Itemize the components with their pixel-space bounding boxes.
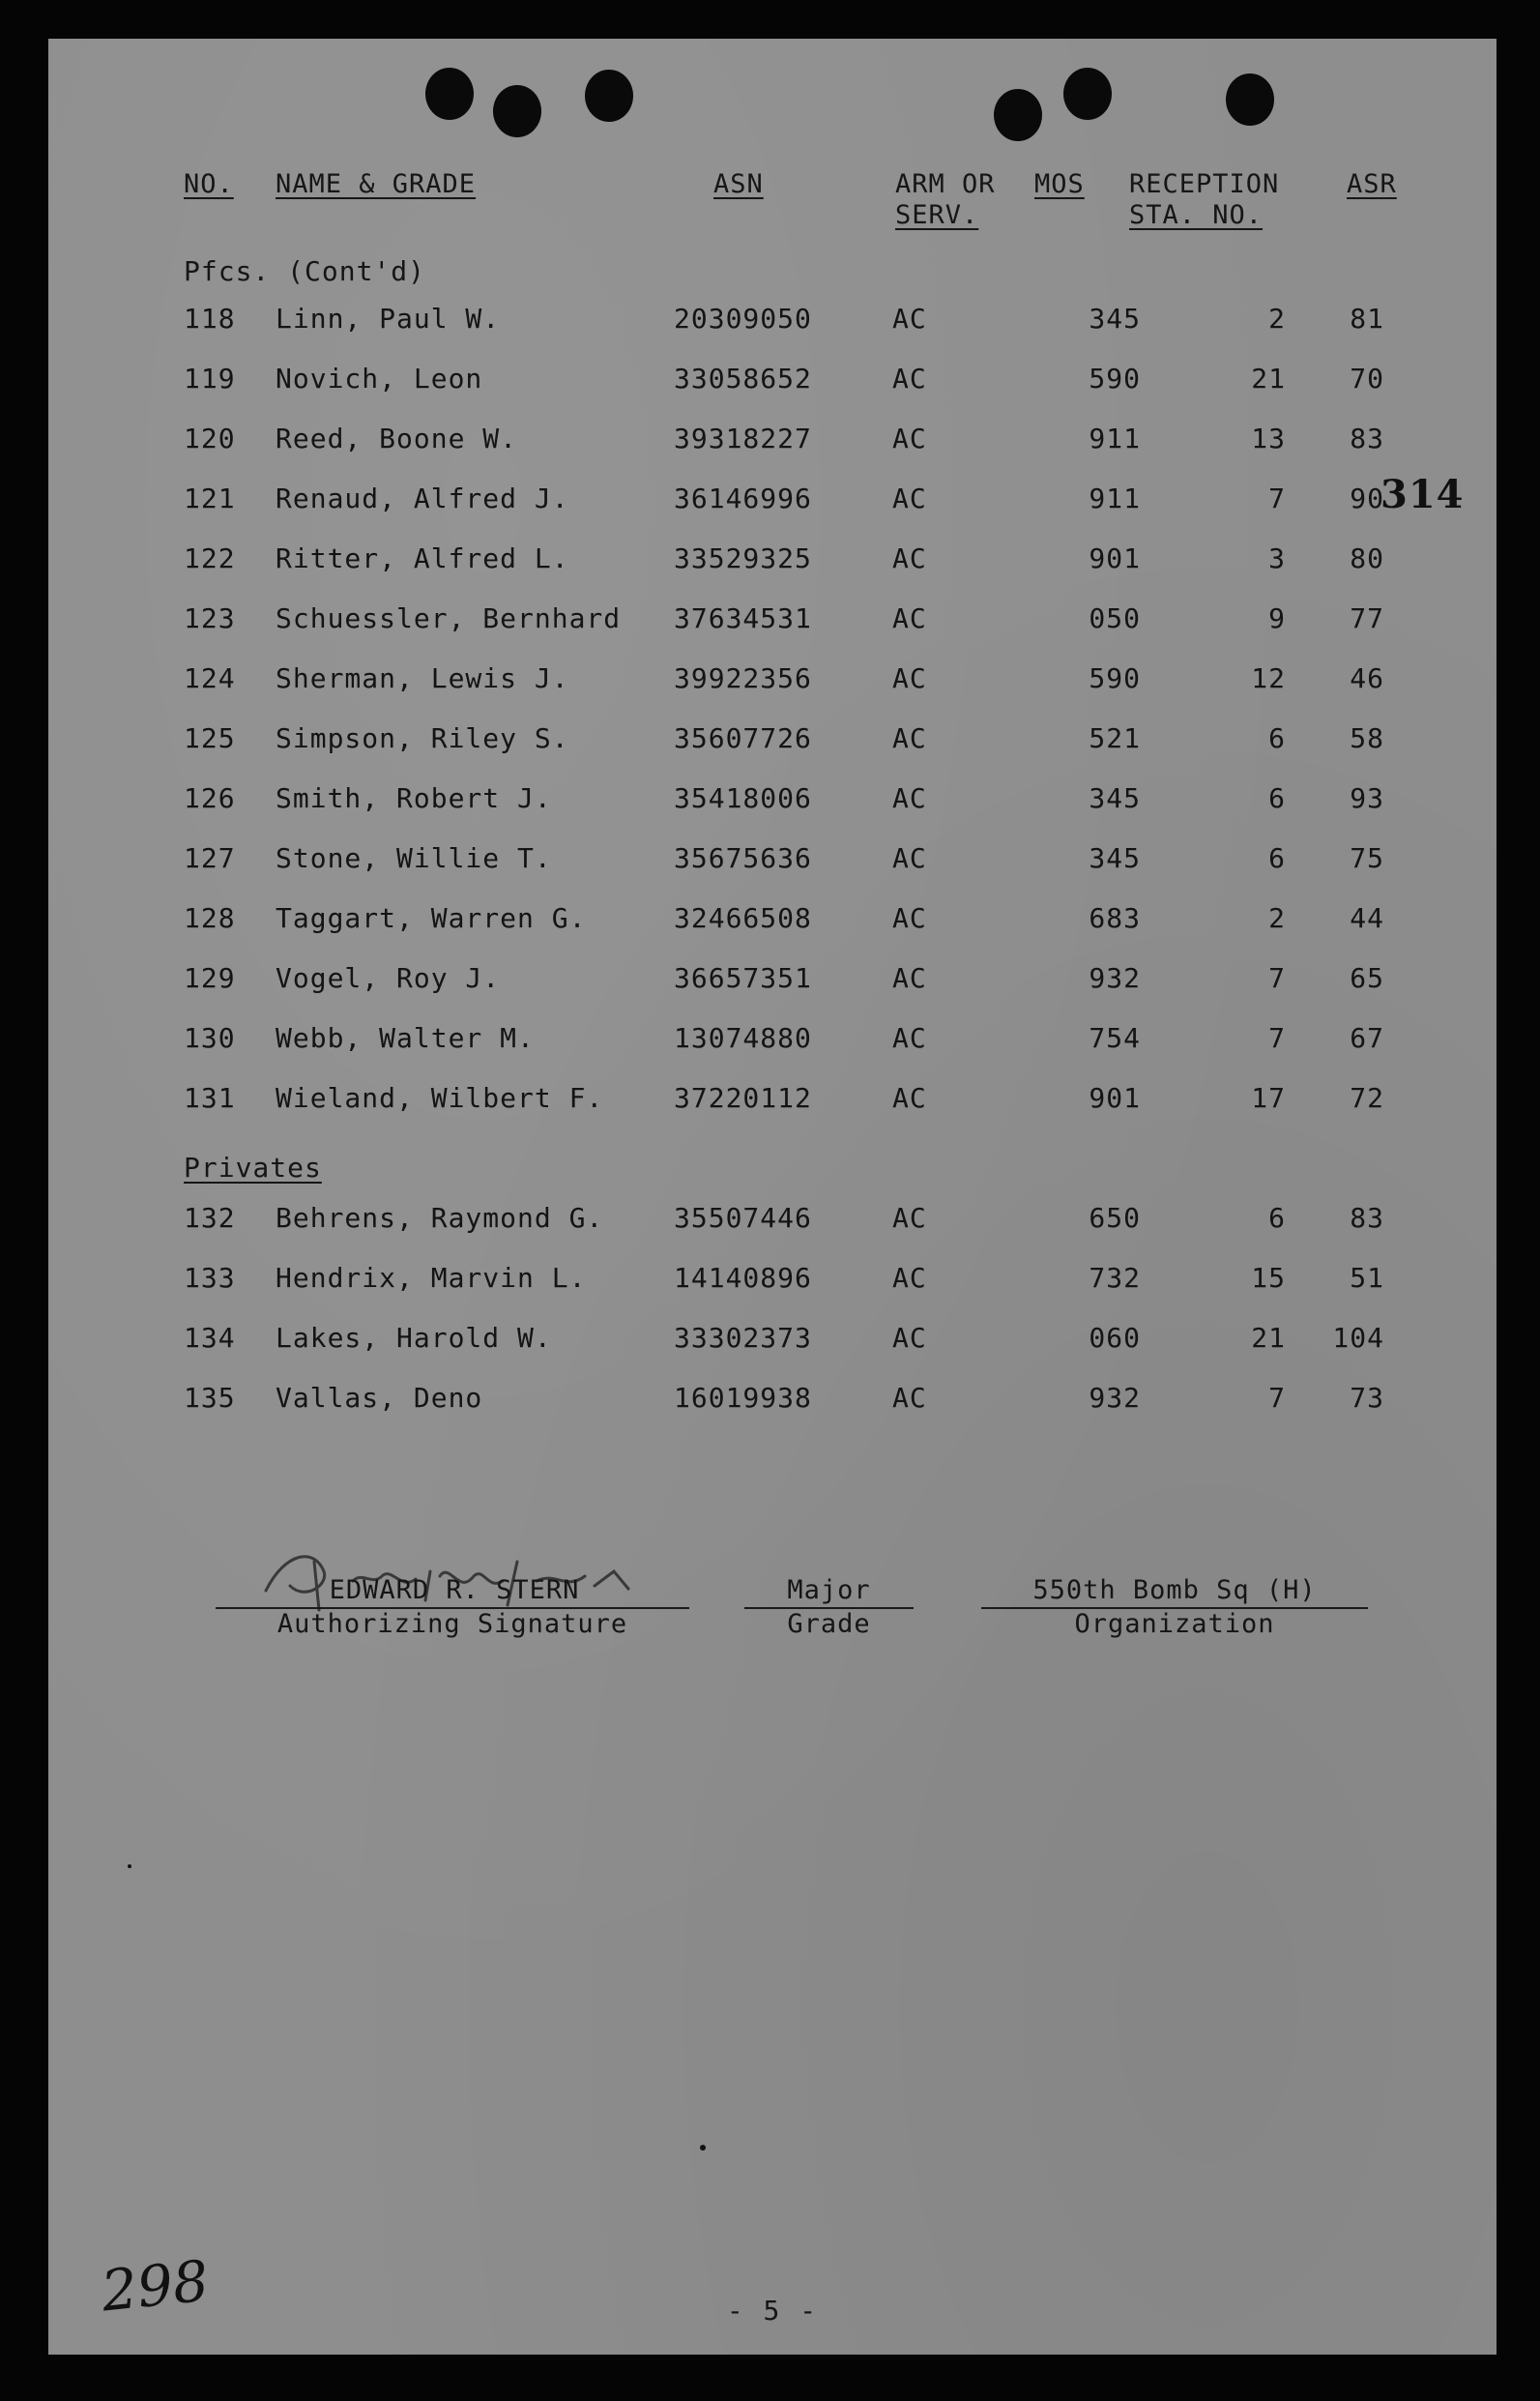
cell-arm: AC [892, 1382, 927, 1414]
cell-no: 127 [184, 842, 236, 874]
cell-asn: 39318227 [674, 423, 812, 454]
cell-asn: 35418006 [674, 782, 812, 814]
cell-asn: 35507446 [674, 1202, 812, 1234]
cell-arm: AC [892, 722, 927, 754]
punch-hole [425, 68, 474, 120]
cell-no: 132 [184, 1202, 236, 1234]
cell-name: Linn, Paul W. [276, 303, 501, 335]
cell-name: Reed, Boone W. [276, 423, 518, 454]
cell-arm: AC [892, 1202, 927, 1234]
cell-reception: 2 [1268, 902, 1286, 934]
header-reception-line2: STA. NO. [1129, 200, 1264, 230]
cell-reception: 6 [1268, 722, 1286, 754]
cell-asr: 104 [1332, 1322, 1384, 1354]
header-mos: MOS [1034, 169, 1085, 199]
cell-mos: 060 [1089, 1322, 1141, 1354]
document-page [48, 39, 1496, 2355]
cell-asr: 58 [1350, 722, 1384, 754]
punch-hole [1226, 73, 1274, 126]
cell-mos: 590 [1089, 363, 1141, 395]
cell-reception: 2 [1268, 303, 1286, 335]
cell-reception: 7 [1268, 1022, 1286, 1054]
cell-no: 133 [184, 1262, 236, 1294]
table-row [48, 839, 1496, 878]
cell-mos: 911 [1089, 423, 1141, 454]
cell-asr: 67 [1350, 1022, 1384, 1054]
cell-mos: 911 [1089, 483, 1141, 514]
cell-no: 122 [184, 542, 236, 574]
cell-asn: 20309050 [674, 303, 812, 335]
cell-arm: AC [892, 842, 927, 874]
cell-asn: 37220112 [674, 1082, 812, 1114]
cell-no: 125 [184, 722, 236, 754]
punch-hole [493, 85, 541, 137]
dust-speck [128, 1864, 131, 1868]
table-row [48, 1259, 1496, 1298]
cell-name: Simpson, Riley S. [276, 722, 569, 754]
cell-asn: 35675636 [674, 842, 812, 874]
header-arm-or-serv [895, 169, 996, 231]
cell-asn: 14140896 [674, 1262, 812, 1294]
cell-mos: 932 [1089, 962, 1141, 994]
dust-speck [700, 2145, 706, 2151]
cell-arm: AC [892, 602, 927, 634]
cell-mos: 901 [1089, 1082, 1141, 1114]
cell-asn: 13074880 [674, 1022, 812, 1054]
cell-mos: 932 [1089, 1382, 1141, 1414]
cell-mos: 345 [1089, 782, 1141, 814]
cell-name: Sherman, Lewis J. [276, 662, 569, 694]
cell-asr: 44 [1350, 902, 1384, 934]
cell-name: Novich, Leon [276, 363, 483, 395]
header-reception-line1: RECEPTION [1129, 169, 1280, 199]
cell-no: 126 [184, 782, 236, 814]
table-row [48, 600, 1496, 638]
cell-arm: AC [892, 1022, 927, 1054]
punch-hole [994, 89, 1042, 141]
cell-no: 121 [184, 483, 236, 514]
cell-reception: 7 [1268, 483, 1286, 514]
cell-no: 128 [184, 902, 236, 934]
cell-arm: AC [892, 1322, 927, 1354]
cell-no: 119 [184, 363, 236, 395]
cell-reception: 13 [1251, 423, 1286, 454]
table-row [48, 300, 1496, 338]
cell-asr: 77 [1350, 602, 1384, 634]
cell-asr: 72 [1350, 1082, 1384, 1114]
signature-caption: Authorizing Signature [276, 1609, 628, 1639]
cell-reception: 17 [1251, 1082, 1286, 1114]
cell-asr: 80 [1350, 542, 1384, 574]
table-row [48, 719, 1496, 758]
grade-caption: Grade [787, 1609, 871, 1639]
header-arm-line1: ARM OR [895, 169, 996, 199]
cell-asr: 75 [1350, 842, 1384, 874]
page-number: - 5 - [726, 2295, 819, 2327]
table-row [48, 959, 1496, 998]
cell-name: Taggart, Warren G. [276, 902, 587, 934]
punch-hole [585, 70, 633, 122]
cell-asn: 37634531 [674, 602, 812, 634]
cell-name: Vogel, Roy J. [276, 962, 501, 994]
cell-arm: AC [892, 902, 927, 934]
cell-arm: AC [892, 1262, 927, 1294]
cell-asr: 90 [1350, 483, 1384, 514]
header-no: NO. [184, 169, 234, 199]
cell-arm: AC [892, 962, 927, 994]
cell-no: 129 [184, 962, 236, 994]
cell-asn: 36146996 [674, 483, 812, 514]
cell-name: Vallas, Deno [276, 1382, 483, 1414]
cell-mos: 901 [1089, 542, 1141, 574]
cell-no: 118 [184, 303, 236, 335]
cell-name: Webb, Walter M. [276, 1022, 535, 1054]
organization-value: 550th Bomb Sq (H) [1032, 1575, 1317, 1605]
cell-reception: 15 [1251, 1262, 1286, 1294]
cell-arm: AC [892, 782, 927, 814]
cell-mos: 345 [1089, 303, 1141, 335]
cell-arm: AC [892, 303, 927, 335]
header-asn: ASN [713, 169, 764, 199]
cell-asn: 33058652 [674, 363, 812, 395]
handwritten-number: 298 [98, 2247, 212, 2325]
cell-name: Schuessler, Bernhard [276, 602, 622, 634]
cell-reception: 7 [1268, 1382, 1286, 1414]
punch-hole [1063, 68, 1112, 120]
section-title-privates: Privates [184, 1152, 322, 1184]
table-row [48, 480, 1496, 518]
cell-asn: 33529325 [674, 542, 812, 574]
grade-value: Major [787, 1575, 871, 1605]
cell-reception: 21 [1251, 363, 1286, 395]
cell-no: 123 [184, 602, 236, 634]
cell-asr: 93 [1350, 782, 1384, 814]
cell-no: 124 [184, 662, 236, 694]
table-row [48, 540, 1496, 578]
cell-reception: 21 [1251, 1322, 1286, 1354]
cell-asn: 36657351 [674, 962, 812, 994]
cell-arm: AC [892, 542, 927, 574]
cell-reception: 7 [1268, 962, 1286, 994]
stamp-number: 314 [1380, 472, 1465, 517]
cell-asr: 83 [1350, 1202, 1384, 1234]
cell-reception: 12 [1251, 662, 1286, 694]
table-row [48, 1199, 1496, 1238]
cell-reception: 6 [1268, 782, 1286, 814]
cell-arm: AC [892, 483, 927, 514]
cell-asn: 16019938 [674, 1382, 812, 1414]
cell-reception: 9 [1268, 602, 1286, 634]
cell-no: 131 [184, 1082, 236, 1114]
cell-mos: 650 [1089, 1202, 1141, 1234]
cell-arm: AC [892, 1082, 927, 1114]
cell-asr: 51 [1350, 1262, 1384, 1294]
cell-no: 134 [184, 1322, 236, 1354]
table-row [48, 1019, 1496, 1058]
cell-arm: AC [892, 363, 927, 395]
header-reception [1129, 169, 1279, 231]
table-row [48, 1079, 1496, 1118]
table-row [48, 1319, 1496, 1358]
cell-asn: 33302373 [674, 1322, 812, 1354]
cell-mos: 754 [1089, 1022, 1141, 1054]
cell-arm: AC [892, 662, 927, 694]
cell-mos: 732 [1089, 1262, 1141, 1294]
cell-name: Behrens, Raymond G. [276, 1202, 604, 1234]
cell-asr: 70 [1350, 363, 1384, 395]
cell-mos: 345 [1089, 842, 1141, 874]
cell-name: Wieland, Wilbert F. [276, 1082, 604, 1114]
cell-mos: 683 [1089, 902, 1141, 934]
cell-reception: 6 [1268, 1202, 1286, 1234]
cell-name: Lakes, Harold W. [276, 1322, 552, 1354]
cell-name: Renaud, Alfred J. [276, 483, 569, 514]
organization-caption: Organization [1074, 1609, 1275, 1639]
section-title-pfcs: Pfcs. (Cont'd) [184, 255, 426, 287]
cell-asn: 35607726 [674, 722, 812, 754]
cell-no: 130 [184, 1022, 236, 1054]
table-row [48, 779, 1496, 818]
cell-asr: 65 [1350, 962, 1384, 994]
cell-name: Ritter, Alfred L. [276, 542, 569, 574]
table-row [48, 1379, 1496, 1418]
cell-asr: 81 [1350, 303, 1384, 335]
header-asr: ASR [1347, 169, 1397, 199]
cell-name: Stone, Willie T. [276, 842, 552, 874]
header-arm-line2: SERV. [895, 200, 979, 230]
cell-arm: AC [892, 423, 927, 454]
cell-mos: 050 [1089, 602, 1141, 634]
signer-name: EDWARD R. STERN [329, 1575, 580, 1605]
header-name-grade: NAME & GRADE [276, 169, 477, 199]
cell-reception: 6 [1268, 842, 1286, 874]
cell-no: 120 [184, 423, 236, 454]
cell-name: Hendrix, Marvin L. [276, 1262, 587, 1294]
cell-asr: 83 [1350, 423, 1384, 454]
cell-asr: 73 [1350, 1382, 1384, 1414]
table-row [48, 899, 1496, 938]
table-row [48, 360, 1496, 398]
cell-name: Smith, Robert J. [276, 782, 552, 814]
table-row [48, 659, 1496, 698]
cell-mos: 521 [1089, 722, 1141, 754]
cell-reception: 3 [1268, 542, 1286, 574]
cell-asr: 46 [1350, 662, 1384, 694]
cell-asn: 32466508 [674, 902, 812, 934]
cell-asn: 39922356 [674, 662, 812, 694]
cell-mos: 590 [1089, 662, 1141, 694]
table-row [48, 420, 1496, 458]
cell-no: 135 [184, 1382, 236, 1414]
